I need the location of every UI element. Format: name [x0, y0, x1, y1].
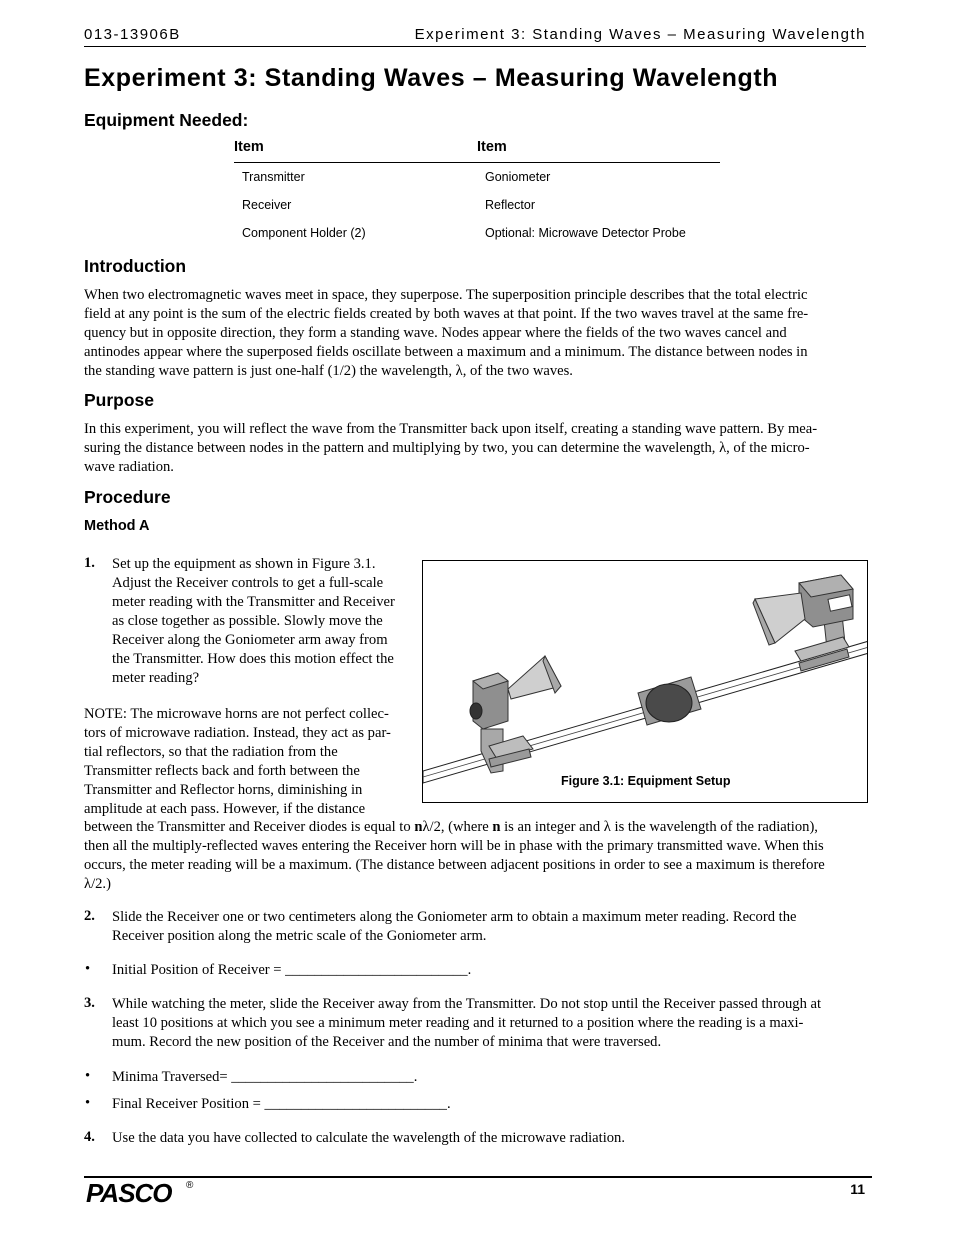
doc-number: 013-13906B	[84, 26, 181, 43]
minima-traversed-line: Minima Traversed= _________________________.	[112, 1069, 418, 1085]
pasco-logo: PASCO	[86, 1178, 172, 1208]
table-cell: Goniometer	[485, 170, 551, 184]
table-cell: Receiver	[242, 198, 292, 212]
step-3-text: While watching the meter, slide the Receiver away from the Transmitter. Do not stop until the Receiver passed through at least 10 positions at which you see a minimum meter reading and it returned to a position where the reading is a maxi- mum. Record the new position of the Receiver and the number of minima that were traversed.	[112, 996, 822, 1050]
table-cell: Transmitter	[242, 170, 305, 184]
page-title: Experiment 3: Standing Waves – Measuring Wavelength	[84, 64, 779, 92]
introduction-heading: Introduction	[84, 256, 187, 276]
table-cell: Reflector	[485, 198, 536, 212]
initial-position-line: Initial Position of Receiver = _________________________.	[112, 962, 472, 978]
table-header-item-2: Item	[477, 139, 507, 155]
registered-mark: ®	[186, 1180, 194, 1191]
figure-caption: Figure 3.1: Equipment Setup	[561, 774, 731, 788]
equipment-illustration	[423, 561, 868, 803]
note-text: NOTE: The microwave horns are not perfect collec- tors of microwave radiation. Instead, they act as par- tial reflectors, so that the radiation from the Transmitter reflects back and forth between the Transmitter and Reflector horns, diminishing in amplitude at each pass. However, if the distance	[84, 706, 391, 817]
transmitter	[470, 656, 561, 773]
purpose-text: In this experiment, you will reflect the wave from the Transmitter back upon itself, creating a standing wave pattern. By mea- suring the distance between nodes in the pattern and multiplying by two, you can determine the wavelength, λ, of the micro- wave radiation.	[84, 421, 818, 475]
step-4-text: Use the data you have collected to calculate the wavelength of the microwave radiation.	[112, 1130, 625, 1146]
procedure-heading: Procedure	[84, 487, 171, 507]
table-cell: Optional: Microwave Detector Probe	[485, 226, 686, 240]
step-1-text: Set up the equipment as shown in Figure 3.1. Adjust the Receiver controls to get a full-scale meter reading with the Transmitter and Receiver as close together as possible. Slowly move the Receiver along the Goniometer arm away from the Transmitter. How does this motion effect the meter reading?	[112, 556, 395, 686]
note-continuation: between the Transmitter and Receiver diodes is equal to nλ/2, (where n is an integer and λ is the wavelength of the radiation), then all the multiply-reflected waves entering the Receiver horn will be in phase with the primary transmitted wave. When this occurs, the meter reading will be a maximum. (The distance between adjacent positions in order to see a maximum is therefore λ/2.)	[84, 819, 825, 892]
table-cell: Component Holder (2)	[242, 226, 366, 240]
step-number: 4.	[84, 1129, 95, 1145]
table-header-item-1: Item	[234, 139, 264, 155]
introduction-text: When two electromagnetic waves meet in space, they superpose. The superposition principle describes that the total electric field at any point is the sum of the electric fields created by both waves at that point. If the two waves travel at the same fre- quency but in opposite direction, they form a standing wave. Nodes appear where the fields of the two waves cancel and antinodes appear where the superposed fields oscillate between a maximum and a minimum. The distance between nodes in the standing wave pattern is just one-half (1/2) the wavelength, λ, of the two waves.	[84, 287, 809, 379]
equipment-setup-figure	[422, 560, 868, 803]
equipment-heading: Equipment Needed:	[84, 110, 249, 130]
receiver	[753, 575, 853, 671]
step-number: 1.	[84, 555, 95, 571]
running-title: Experiment 3: Standing Waves – Measuring Wavelength	[414, 26, 866, 43]
table-rule	[234, 162, 720, 163]
header-rule	[84, 46, 866, 47]
bullet-glyph: •	[85, 961, 91, 977]
method-heading: Method A	[84, 518, 150, 534]
bullet-glyph: •	[85, 1095, 91, 1111]
reflector	[638, 677, 701, 725]
step-number: 3.	[84, 995, 95, 1011]
footer-rule	[84, 1176, 872, 1178]
page-number: 11	[850, 1181, 865, 1197]
purpose-heading: Purpose	[84, 390, 155, 410]
final-position-line: Final Receiver Position = _________________________.	[112, 1096, 451, 1112]
step-2-text: Slide the Receiver one or two centimeters along the Goniometer arm to obtain a maximum meter reading. Record the Receiver position along the metric scale of the Goniometer arm.	[112, 909, 797, 944]
bullet-glyph: •	[85, 1068, 91, 1084]
step-number: 2.	[84, 908, 95, 924]
